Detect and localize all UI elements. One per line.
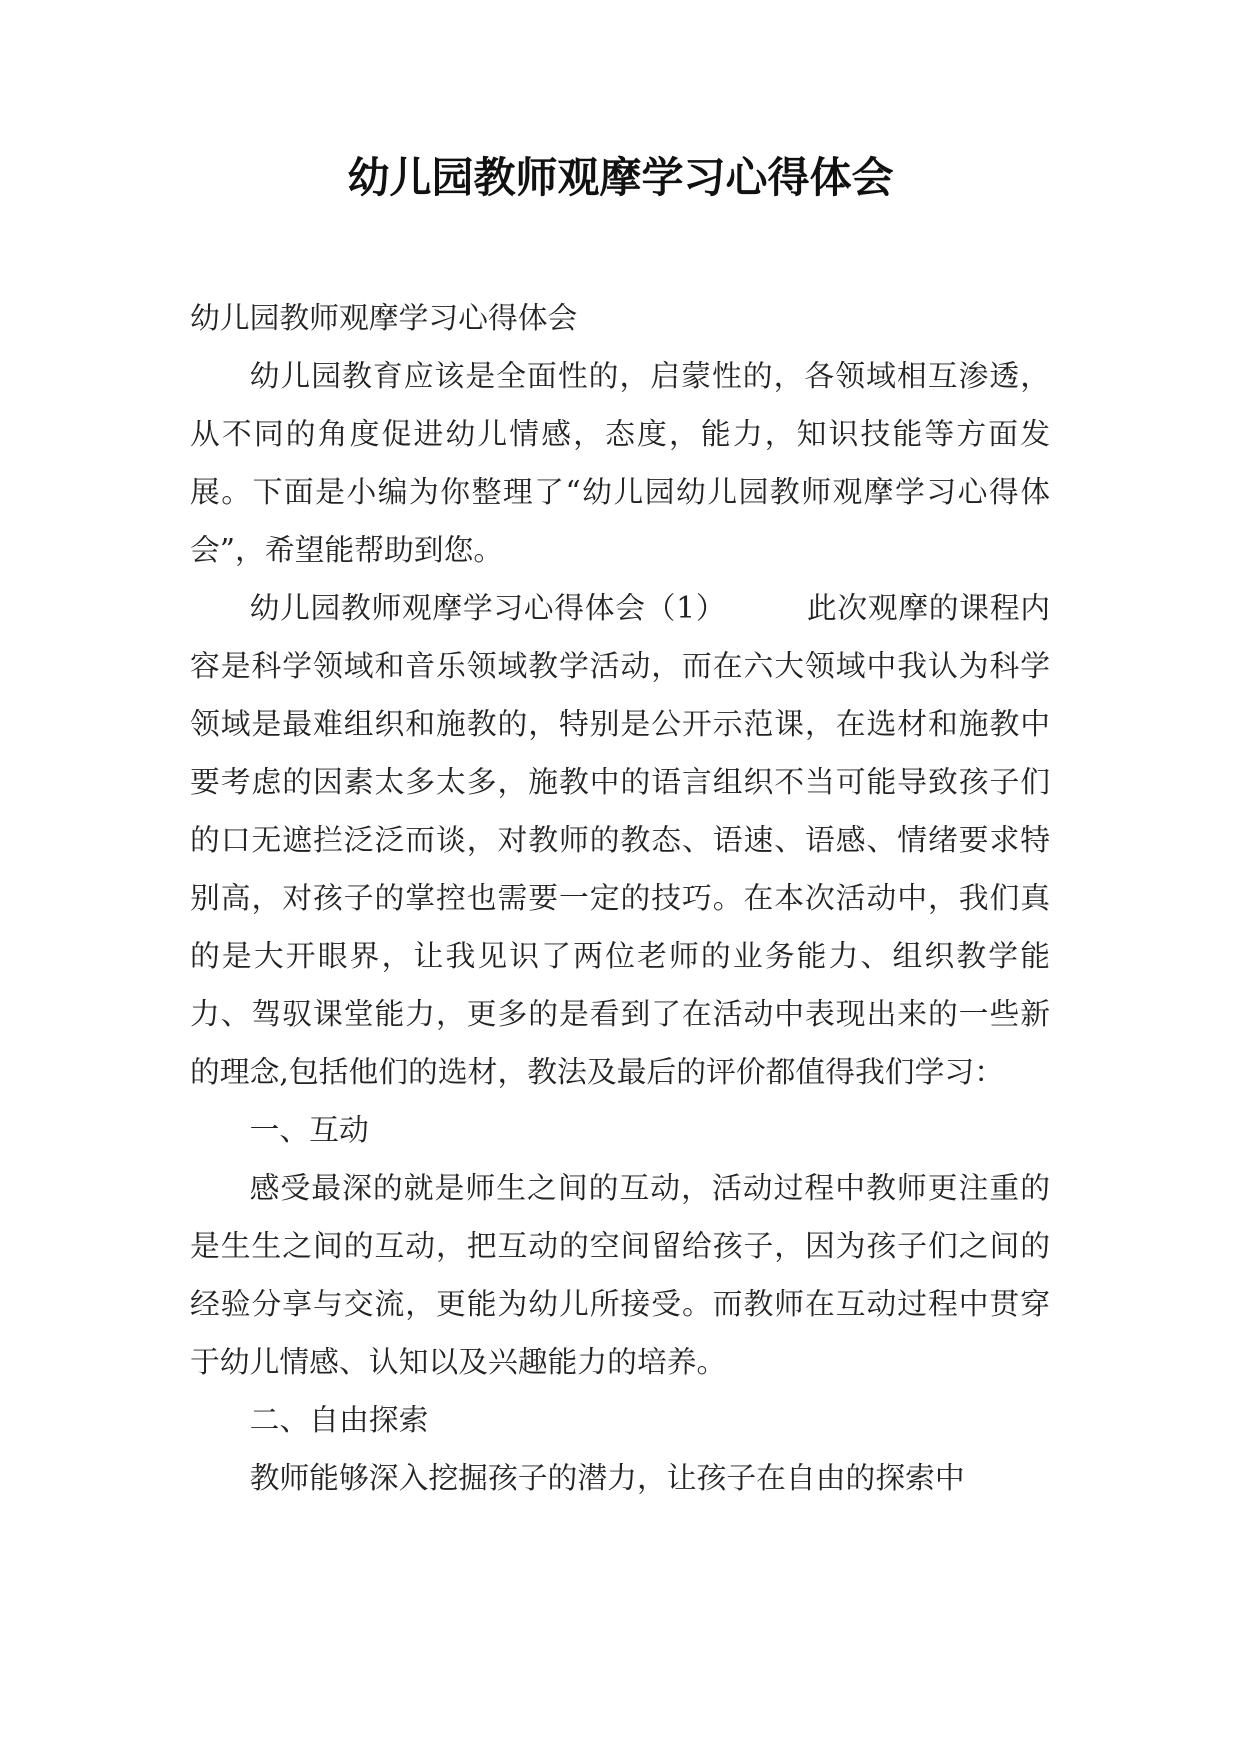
subtitle-line: 幼儿园教师观摩学习心得体会 [190, 301, 578, 336]
point-1-heading: 一、互动 [249, 1113, 369, 1148]
intro-paragraph: 幼儿园教育应该是全面性的，启蒙性的，各领域相互渗透，从不同的角度促进幼儿情感，态度，能力，知识技能等方面发展。下面是小编为你整理了“幼儿园幼儿园教师观摩学习心得体会”，希望能帮助到您。 [190, 359, 1050, 568]
document-title: 幼儿园教师观摩学习心得体会 [347, 153, 894, 202]
document-body [190, 290, 1050, 1508]
point-2-heading: 二、自由探索 [249, 1403, 429, 1438]
section-1-body: 此次观摩的课程内容是科学领域和音乐领域教学活动，而在六大领域中我认为科学领域是最难组织和施教的，特别是公开示范课，在选材和施教中要考虑的因素太多太多，施教中的语言组织不当可能导致孩子们的口无遮拦泛泛而谈，对教师的教态、语速、语感、情绪要求特别高，对孩子的掌控也需要一定的技巧。在本次活动中，我们真的是大开眼界，让我见识了两位老师的业务能力、组织教学能力、驾驭课堂能力，更多的是看到了在活动中表现出来的一些新的理念,包括他们的选材，教法及最后的评价都值得我们学习： [190, 591, 1050, 1090]
section-1-heading: 幼儿园教师观摩学习心得体会（1） [249, 591, 727, 626]
section-1-paragraph [190, 580, 1050, 1102]
point-1-paragraph: 感受最深的就是师生之间的互动，活动过程中教师更注重的是生生之间的互动，把互动的空间留给孩子，因为孩子们之间的经验分享与交流，更能为幼儿所接受。而教师在互动过程中贯穿于幼儿情感、认知以及兴趣能力的培养。 [190, 1171, 1050, 1380]
point-2-paragraph: 教师能够深入挖掘孩子的潜力，让孩子在自由的探索中 [249, 1461, 965, 1496]
